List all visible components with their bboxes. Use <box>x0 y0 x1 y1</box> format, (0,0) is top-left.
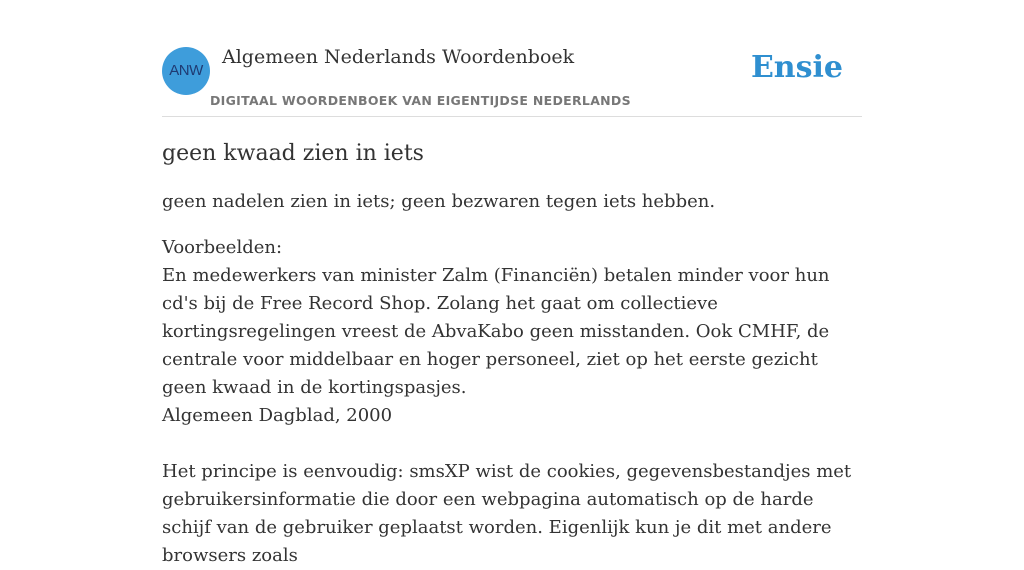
anw-logo[interactable]: ANW <box>162 47 210 95</box>
example-item <box>162 262 862 430</box>
example-text: Het principe is eenvoudig: smsXP wist de cookies, gegevensbestandjes met gebruikersinformatie die door een webpagina automatisch op de harde schijf van de gebruiker geplaatst worden. Eigenlijk kun je dit met andere browsers zoals <box>162 461 852 566</box>
entry-term: geen kwaad zien in iets <box>162 141 424 166</box>
site-header <box>162 46 862 117</box>
example-spacer <box>162 430 862 458</box>
examples-label: Voorbeelden: <box>162 237 283 258</box>
site-subtitle: DIGITAAL WOORDENBOEK VAN EIGENTIJDSE NEDERLANDS <box>210 93 631 108</box>
entry-definition: geen nadelen zien in iets; geen bezwaren tegen iets hebben. <box>162 191 716 212</box>
ensie-logo-link[interactable]: Ensie <box>750 50 843 85</box>
example-source: Algemeen Dagblad, 2000 <box>162 405 393 426</box>
site-title[interactable]: Algemeen Nederlands Woordenboek <box>222 46 575 68</box>
examples-section <box>162 234 862 570</box>
example-item <box>162 458 862 570</box>
entry-content <box>162 138 862 570</box>
example-text: En medewerkers van minister Zalm (Financiën) betalen minder voor hun cd's bij de Free Record Shop. Zolang het gaat om collectieve kortingsregelingen vreest de AbvaKabo geen misstanden. Ook CMHF, de centrale voor middelbaar en hoger personeel, ziet op het eerste gezicht geen kwaad in de kortingspasjes. <box>162 265 830 398</box>
